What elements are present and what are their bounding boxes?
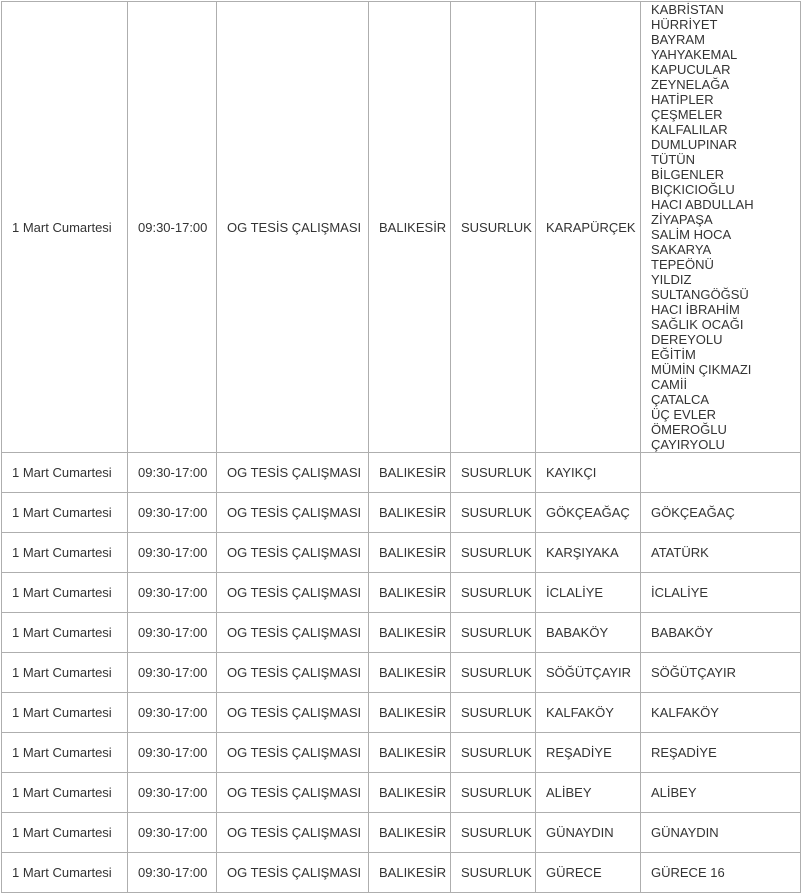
- street-name: KABRİSTAN: [651, 2, 724, 17]
- neighborhood-cell: KARAPÜRÇEK: [536, 2, 641, 453]
- reason-cell: OG TESİS ÇALIŞMASI: [217, 773, 369, 813]
- date-cell: 1 Mart Cumartesi: [2, 533, 128, 573]
- reason-cell: OG TESİS ÇALIŞMASI: [217, 493, 369, 533]
- streets-cell: [641, 653, 801, 693]
- table-row: [2, 773, 801, 813]
- date-cell: 1 Mart Cumartesi: [2, 493, 128, 533]
- street-name: DUMLUPINAR: [651, 137, 737, 152]
- streets-cell: [641, 533, 801, 573]
- date-cell: 1 Mart Cumartesi: [2, 693, 128, 733]
- street-name: TEPEÖNÜ: [651, 257, 714, 272]
- reason-cell: OG TESİS ÇALIŞMASI: [217, 453, 369, 493]
- neighborhood-cell: KARŞIYAKA: [536, 533, 641, 573]
- streets-cell: [641, 453, 801, 493]
- street-name: GÜRECE 16: [651, 865, 725, 880]
- time-cell: 09:30-17:00: [128, 493, 217, 533]
- street-name: ÖMEROĞLU: [651, 422, 727, 437]
- street-name: BİLGENLER: [651, 167, 724, 182]
- neighborhood-cell: GÜNAYDIN: [536, 813, 641, 853]
- table-row: [2, 453, 801, 493]
- neighborhood-cell: GÜRECE: [536, 853, 641, 893]
- street-name: KALFAKÖY: [651, 705, 719, 720]
- district-cell: SUSURLUK: [451, 573, 536, 613]
- street-name: TÜTÜN: [651, 152, 696, 167]
- date-cell: 1 Mart Cumartesi: [2, 733, 128, 773]
- table-row: [2, 653, 801, 693]
- street-name: MÜMİN ÇIKMAZI: [651, 362, 752, 377]
- district-cell: SUSURLUK: [451, 693, 536, 733]
- street-name: ZEYNELAĞA: [651, 77, 730, 92]
- province-cell: BALIKESİR: [369, 693, 451, 733]
- table-row: [2, 733, 801, 773]
- province-cell: BALIKESİR: [369, 533, 451, 573]
- street-name: SULTANGÖĞSÜ: [651, 287, 749, 302]
- district-cell: SUSURLUK: [451, 613, 536, 653]
- table-row: [2, 533, 801, 573]
- street-name: REŞADİYE: [651, 745, 717, 760]
- street-name: SALİM HOCA: [651, 227, 732, 242]
- district-cell: SUSURLUK: [451, 773, 536, 813]
- neighborhood-cell: BABAKÖY: [536, 613, 641, 653]
- date-cell: 1 Mart Cumartesi: [2, 573, 128, 613]
- neighborhood-cell: REŞADİYE: [536, 733, 641, 773]
- neighborhood-cell: KALFAKÖY: [536, 693, 641, 733]
- time-cell: 09:30-17:00: [128, 533, 217, 573]
- street-name: KAPUCULAR: [651, 62, 731, 77]
- reason-cell: OG TESİS ÇALIŞMASI: [217, 733, 369, 773]
- neighborhood-cell: GÖKÇEAĞAÇ: [536, 493, 641, 533]
- streets-cell: [641, 813, 801, 853]
- street-name: GÖKÇEAĞAÇ: [651, 505, 735, 520]
- time-cell: 09:30-17:00: [128, 613, 217, 653]
- province-cell: BALIKESİR: [369, 613, 451, 653]
- province-cell: BALIKESİR: [369, 493, 451, 533]
- street-name: SÖĞÜTÇAYIR: [651, 665, 736, 680]
- province-cell: BALIKESİR: [369, 573, 451, 613]
- neighborhood-cell: KAYIKÇI: [536, 453, 641, 493]
- streets-cell: [641, 2, 801, 453]
- date-cell: 1 Mart Cumartesi: [2, 2, 128, 453]
- province-cell: BALIKESİR: [369, 773, 451, 813]
- streets-cell: [641, 573, 801, 613]
- outage-table: [1, 1, 801, 893]
- street-name: CAMİİ: [651, 377, 688, 392]
- street-name: ÇEŞMELER: [651, 107, 723, 122]
- street-name: BABAKÖY: [651, 625, 714, 640]
- neighborhood-cell: İCLALİYE: [536, 573, 641, 613]
- streets-cell: [641, 613, 801, 653]
- time-cell: 09:30-17:00: [128, 693, 217, 733]
- district-cell: SUSURLUK: [451, 493, 536, 533]
- street-name: ATATÜRK: [651, 545, 709, 560]
- reason-cell: OG TESİS ÇALIŞMASI: [217, 613, 369, 653]
- street-name: ALİBEY: [651, 785, 697, 800]
- street-name: HACI ABDULLAH: [651, 197, 754, 212]
- time-cell: 09:30-17:00: [128, 2, 217, 453]
- province-cell: BALIKESİR: [369, 733, 451, 773]
- province-cell: BALIKESİR: [369, 853, 451, 893]
- time-cell: 09:30-17:00: [128, 573, 217, 613]
- date-cell: 1 Mart Cumartesi: [2, 613, 128, 653]
- time-cell: 09:30-17:00: [128, 453, 217, 493]
- reason-cell: OG TESİS ÇALIŞMASI: [217, 2, 369, 453]
- street-name: HATİPLER: [651, 92, 714, 107]
- reason-cell: OG TESİS ÇALIŞMASI: [217, 693, 369, 733]
- province-cell: BALIKESİR: [369, 453, 451, 493]
- district-cell: SUSURLUK: [451, 733, 536, 773]
- province-cell: BALIKESİR: [369, 813, 451, 853]
- province-cell: BALIKESİR: [369, 2, 451, 453]
- district-cell: SUSURLUK: [451, 653, 536, 693]
- district-cell: SUSURLUK: [451, 533, 536, 573]
- neighborhood-cell: ALİBEY: [536, 773, 641, 813]
- neighborhood-cell: SÖĞÜTÇAYIR: [536, 653, 641, 693]
- time-cell: 09:30-17:00: [128, 813, 217, 853]
- district-cell: SUSURLUK: [451, 853, 536, 893]
- street-name: GÜNAYDIN: [651, 825, 719, 840]
- street-name: ÇATALCA: [651, 392, 710, 407]
- street-name: BAYRAM: [651, 32, 705, 47]
- time-cell: 09:30-17:00: [128, 653, 217, 693]
- street-name: SAKARYA: [651, 242, 712, 257]
- reason-cell: OG TESİS ÇALIŞMASI: [217, 813, 369, 853]
- street-name: EĞİTİM: [651, 347, 696, 362]
- street-name: DEREYOLU: [651, 332, 723, 347]
- time-cell: 09:30-17:00: [128, 773, 217, 813]
- street-name: ÜÇ EVLER: [651, 407, 717, 422]
- table-row: [2, 853, 801, 893]
- table-row: [2, 493, 801, 533]
- date-cell: 1 Mart Cumartesi: [2, 773, 128, 813]
- district-cell: SUSURLUK: [451, 2, 536, 453]
- table-row: [2, 573, 801, 613]
- reason-cell: OG TESİS ÇALIŞMASI: [217, 533, 369, 573]
- street-name: HACI İBRAHİM: [651, 302, 740, 317]
- street-name: HÜRRİYET: [651, 17, 718, 32]
- date-cell: 1 Mart Cumartesi: [2, 813, 128, 853]
- district-cell: SUSURLUK: [451, 453, 536, 493]
- table-row: [2, 2, 801, 453]
- table-row: [2, 693, 801, 733]
- street-name: YILDIZ: [651, 272, 692, 287]
- reason-cell: OG TESİS ÇALIŞMASI: [217, 653, 369, 693]
- table-row: [2, 813, 801, 853]
- street-name: YAHYAKEMAL: [651, 47, 738, 62]
- street-name: KALFALILAR: [651, 122, 728, 137]
- time-cell: 09:30-17:00: [128, 733, 217, 773]
- reason-cell: OG TESİS ÇALIŞMASI: [217, 573, 369, 613]
- street-name: ZİYAPAŞA: [651, 212, 713, 227]
- street-name: ÇAYIRYOLU: [651, 437, 725, 452]
- table-row: [2, 613, 801, 653]
- date-cell: 1 Mart Cumartesi: [2, 853, 128, 893]
- street-name: İCLALİYE: [651, 585, 709, 600]
- time-cell: 09:30-17:00: [128, 853, 217, 893]
- streets-cell: [641, 493, 801, 533]
- date-cell: 1 Mart Cumartesi: [2, 453, 128, 493]
- district-cell: SUSURLUK: [451, 813, 536, 853]
- streets-cell: [641, 733, 801, 773]
- streets-cell: [641, 773, 801, 813]
- reason-cell: OG TESİS ÇALIŞMASI: [217, 853, 369, 893]
- streets-cell: [641, 693, 801, 733]
- street-name: SAĞLIK OCAĞI: [651, 317, 744, 332]
- streets-cell: [641, 853, 801, 893]
- date-cell: 1 Mart Cumartesi: [2, 653, 128, 693]
- province-cell: BALIKESİR: [369, 653, 451, 693]
- street-name: BIÇKICIOĞLU: [651, 182, 735, 197]
- table-body: [2, 2, 801, 893]
